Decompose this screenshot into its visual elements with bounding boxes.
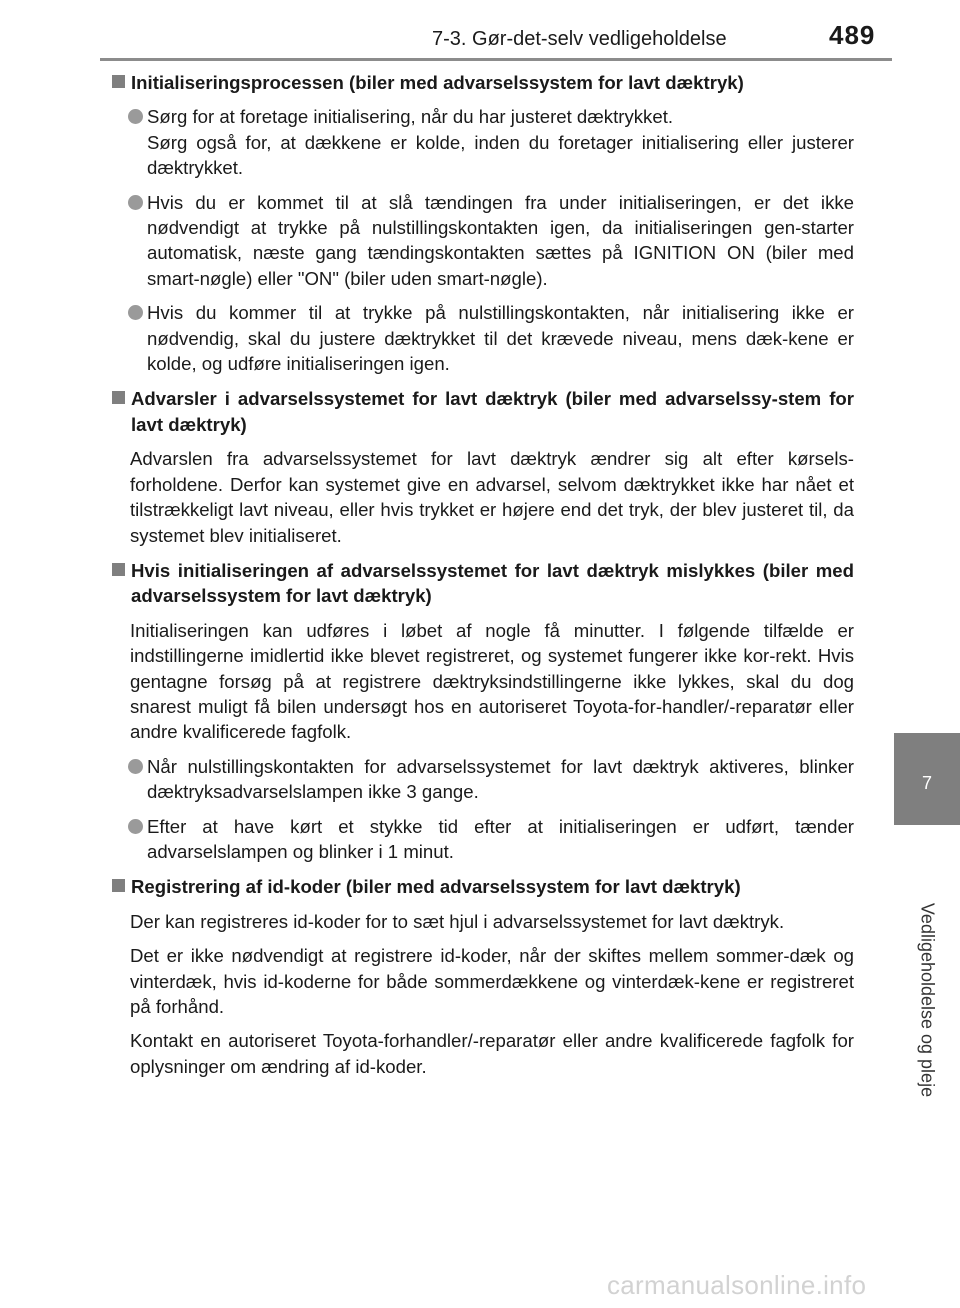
bullet-text: Hvis du er kommet til at slå tændingen fra under initialiseringen, er det ikke nødvendigt at trykke på nulstillingskontakten igen, da initialiseringen gen-starter automatisk, næste gang tændingskontakten sættes på IGNITION ON (biler med smart-nøgle) eller "ON" (biler uden smart-nøgle). bbox=[147, 191, 854, 289]
paragraph: Der kan registreres id-koder for to sæt hjul i advarselssystemet for lavt dæktryk. bbox=[130, 910, 785, 932]
page-number: 489 bbox=[829, 20, 876, 50]
bullet-item bbox=[112, 814, 854, 865]
bullet-item bbox=[112, 104, 854, 180]
round-bullet-icon bbox=[128, 109, 143, 124]
paragraph: Det er ikke nødvendigt at registrere id-koder, når der skiftes mellem sommer-dæk og vinterdæk, hvis id-koderne for både sommerdækkene og vinterdæk-kene er registreret på forhånd. bbox=[130, 945, 854, 1017]
bullet-item bbox=[112, 190, 854, 292]
chapter-title: Vedligeholdelse og pleje bbox=[917, 902, 938, 1098]
heading-text: Hvis initialiseringen af advarselssystemet for lavt dæktryk mislykkes (biler med advarselssystem for lavt dæktryk) bbox=[131, 559, 854, 607]
header-divider bbox=[100, 58, 892, 61]
square-bullet-icon bbox=[112, 391, 125, 404]
section-heading bbox=[112, 70, 854, 95]
section-title: 7-3. Gør-det-selv vedligeholdelse bbox=[432, 28, 727, 50]
chapter-tab bbox=[894, 733, 960, 825]
heading-text: Initialiseringsprocessen (biler med advarselssystem for lavt dæktryk) bbox=[131, 72, 744, 93]
section-heading bbox=[112, 874, 854, 899]
bullet-item bbox=[112, 300, 854, 376]
round-bullet-icon bbox=[128, 819, 143, 834]
bullet-text-continued: Sørg også for, at dækkene er kolde, inden du foretager initialisering eller justerer dæktrykket. bbox=[147, 131, 854, 179]
round-bullet-icon bbox=[128, 305, 143, 320]
bullet-text: Sørg for at foretage initialisering, når du har justeret dæktrykket. bbox=[147, 106, 674, 128]
section-heading bbox=[112, 386, 854, 437]
bullet-text: Efter at have kørt et stykke tid efter at initialiseringen er udført, tænder advarselslampen og blinker i 1 minut. bbox=[147, 815, 854, 862]
paragraph: Kontakt en autoriseret Toyota-forhandler/-reparatør eller andre kvalificerede fagfolk for oplysninger om ændring af id-koder. bbox=[130, 1030, 854, 1077]
heading-text: Advarsler i advarselssystemet for lavt dæktryk (biler med advarselssy-stem for lavt dæktryk) bbox=[131, 388, 854, 435]
chapter-number: 7 bbox=[921, 773, 932, 793]
square-bullet-icon bbox=[112, 563, 125, 576]
heading-text: Registrering af id-koder (biler med advarselssystem for lavt dæktryk) bbox=[131, 876, 741, 898]
bullet-text: Når nulstillingskontakten for advarselssystemet for lavt dæktryk aktiveres, blinker dæktryksadvarselslampen ikke 3 gange. bbox=[147, 755, 854, 803]
bullet-item bbox=[112, 754, 854, 805]
square-bullet-icon bbox=[112, 75, 125, 88]
watermark: carmanualsonline.info bbox=[607, 1270, 867, 1300]
paragraph: Advarslen fra advarselssystemet for lavt dæktryk ændrer sig alt efter kørsels-forholdene. Derfor kan systemet give en advarsel, selvom dæktrykket ikke har nået et tilstrækkeligt lavt niveau, eller hvis trykket er højere end det tryk, der blev justeret til, da systemet blev initialiseret. bbox=[130, 448, 854, 546]
paragraph: Initialiseringen kan udføres i løbet af nogle få minutter. I følgende tilfælde er indstillingerne imidlertid ikke blevet registreret, og systemet fungerer ikke kor-rekt. Hvis gentagne forsøg på at registrere dæktryksindstillingerne ikke lykkes, skal du dog snarest muligt få bilen undersøgt hos en autoriseret Toyota-for-handler/-reparatør eller andre kvalificerede fagfolk. bbox=[130, 619, 854, 743]
section-heading bbox=[112, 558, 854, 609]
page-content bbox=[112, 66, 854, 1079]
round-bullet-icon bbox=[128, 195, 143, 210]
round-bullet-icon bbox=[128, 759, 143, 774]
page-header bbox=[0, 0, 960, 60]
bullet-text: Hvis du kommer til at trykke på nulstillingskontakten, når initialisering ikke er nødvendig, skal du justere dæktrykket til det krævede niveau, mens dæk-kene er kolde, og udføre initialiseringen igen. bbox=[147, 302, 854, 375]
square-bullet-icon bbox=[112, 879, 125, 892]
